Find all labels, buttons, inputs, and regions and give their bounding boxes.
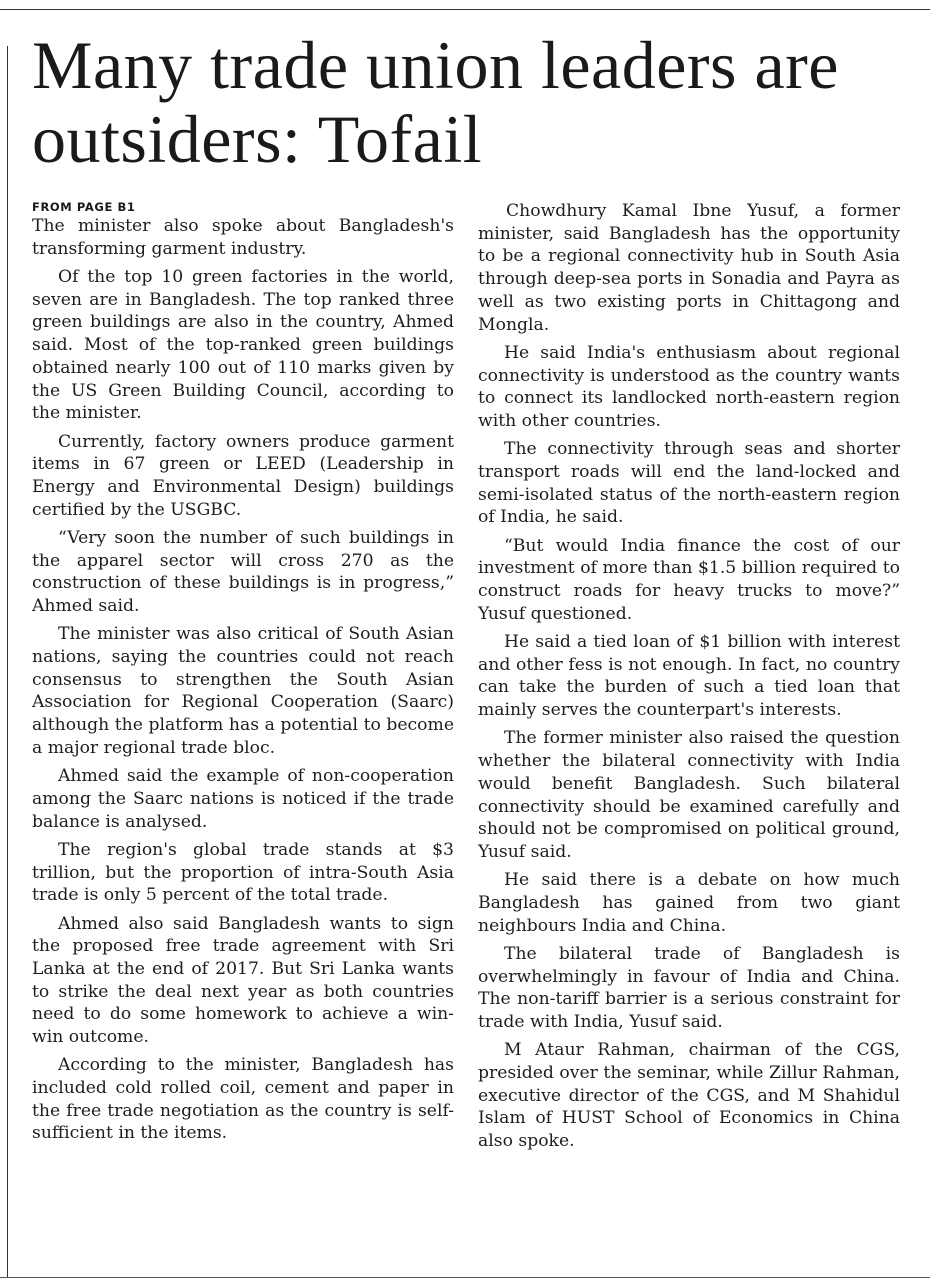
paragraph: The connectivity through seas and shorter transport roads will end the land-locked and semi-isolated status of the north-eastern region of India, he said. xyxy=(478,439,900,528)
paragraph: Of the top 10 green factories in the world, seven are in Bangladesh. The top ranked three green buildings are also in the country, Ahmed said. Most of the top-ranked green buildings obtained nearly 100 out of 110 marks given by the US Green Building Council, according to the minister. xyxy=(32,267,454,424)
jump-kicker: FROM PAGE B1 xyxy=(32,200,136,214)
paragraph: He said a tied loan of $1 billion with interest and other fess is not enough. In fact, no country can take the burden of such a tied loan that mainly serves the counterpart's interests. xyxy=(478,632,900,721)
headline: Many trade union leaders are outsiders: Tofail xyxy=(32,27,839,177)
paragraph: Ahmed said the example of non-cooperation among the Saarc nations is noticed if the trade balance is analysed. xyxy=(32,766,454,832)
paragraph: The region's global trade stands at $3 trillion, but the proportion of intra-South Asia trade is only 5 percent of the total trade. xyxy=(32,839,454,906)
bottom-rule xyxy=(0,1277,930,1278)
paragraph: The minister also spoke about Bangladesh's transforming garment industry. xyxy=(32,216,454,259)
left-rule xyxy=(7,46,8,1277)
paragraph: He said India's enthusiasm about regional connectivity is understood as the country wants to connect its landlocked north-eastern region with other countries. xyxy=(478,342,900,431)
article-column-left xyxy=(32,200,454,1151)
paragraph: Currently, factory owners produce garment items in 67 green or LEED (Leadership in Energy and Environmental Design) buildings certified by the USGBC. xyxy=(32,431,454,520)
paragraph: “Very soon the number of such buildings in the apparel sector will cross 270 as the construction of these buildings is in progress,” Ahmed said. xyxy=(32,527,454,617)
top-rule xyxy=(0,9,930,10)
paragraph: Ahmed also said Bangladesh wants to sign the proposed free trade agreement with Sri Lanka at the end of 2017. But Sri Lanka wants to strike the deal next year as both countries need to do some homework to achieve a win-win outcome. xyxy=(32,913,454,1048)
paragraph: The former minister also raised the question whether the bilateral connectivity with India would benefit Bangladesh. Such bilateral connectivity should be examined carefully and should not be compromised on political ground, Yusuf said. xyxy=(478,728,900,862)
paragraph: Chowdhury Kamal Ibne Yusuf, a former minister, said Bangladesh has the opportunity to be a regional connectivity hub in South Asia through deep-sea ports in Sonadia and Payra as well as two existing ports in Chittagong and Mongla. xyxy=(478,201,900,335)
paragraph: The bilateral trade of Bangladesh is overwhelmingly in favour of India and China. The non-tariff barrier is a serious constraint for trade with India, Yusuf said. xyxy=(478,943,900,1033)
paragraph: M Ataur Rahman, chairman of the CGS, presided over the seminar, while Zillur Rahman, executive director of the CGS, and M Shahidul Islam of HUST School of Economics in China also spoke. xyxy=(478,1040,900,1152)
article-column-right xyxy=(478,200,900,1158)
paragraph: According to the minister, Bangladesh has included cold rolled coil, cement and paper in the free trade negotiation as the country is self-sufficient in the items. xyxy=(32,1055,454,1144)
paragraph: The minister was also critical of South Asian nations, saying the countries could not reach consensus to strengthen the South Asian Association for Regional Cooperation (Saarc) although the platform has a potential to become a major regional trade bloc. xyxy=(32,624,454,758)
paragraph: He said there is a debate on how much Bangladesh has gained from two giant neighbours India and China. xyxy=(478,870,900,936)
paragraph: “But would India finance the cost of our investment of more than $1.5 billion required to construct roads for heavy trucks to move?” Yusuf questioned. xyxy=(478,535,900,624)
